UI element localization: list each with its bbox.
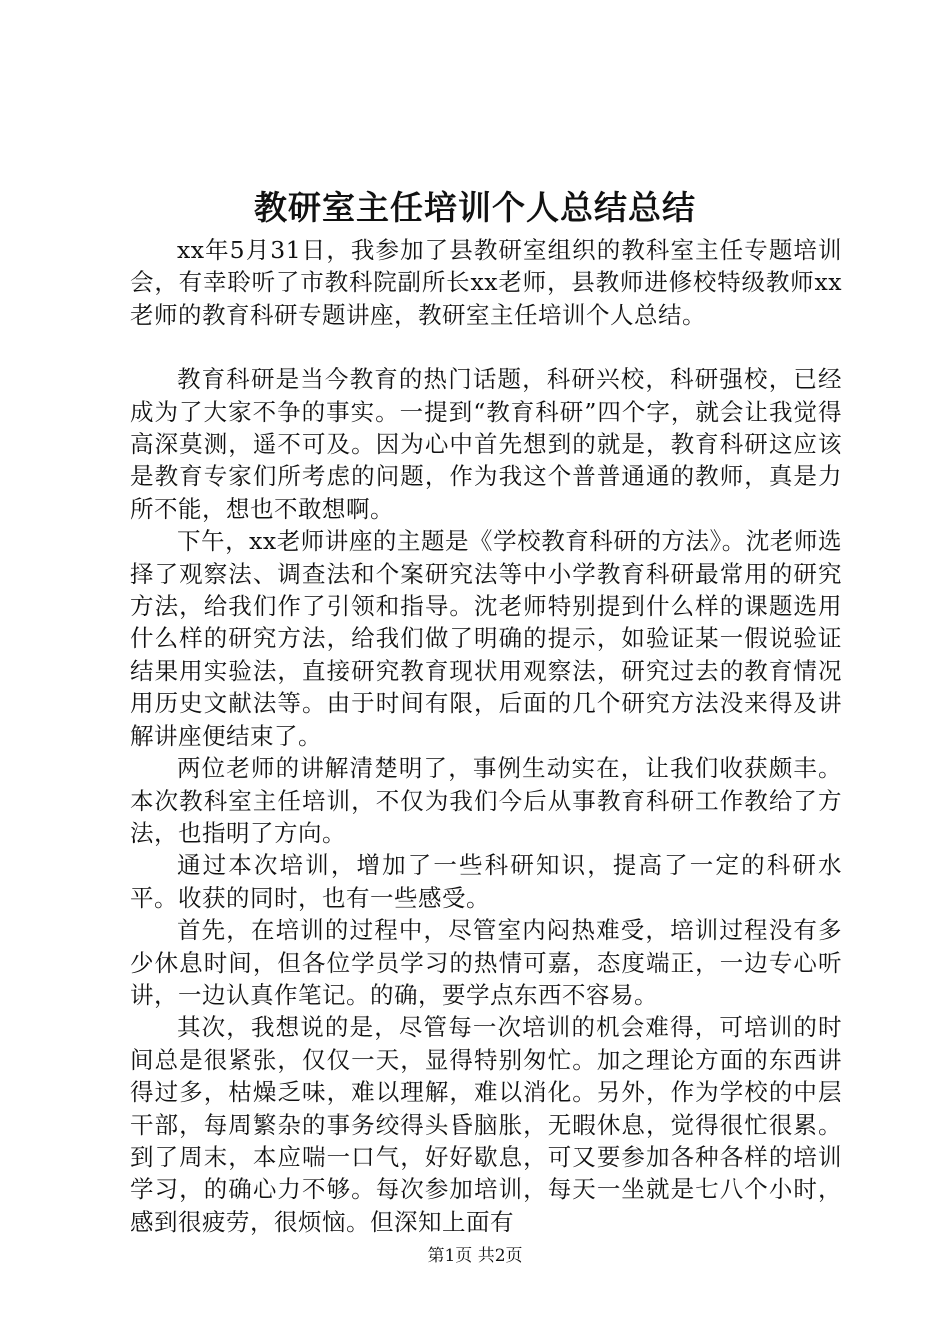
paragraph: 教育科研是当今教育的热门话题，科研兴校，科研强校，已经成为了大家不争的事实。一提到“教育科研”四个字，就会让我觉得高深莫测，遥不可及。因为心中首先想到的就是，教育科研这应该是教育专家们所考虑的问题，作为我这个普普通通的教师，真是力所不能，想也不敢想啊。	[130, 365, 842, 523]
paragraph: 两位老师的讲解清楚明了，事例生动实在，让我们收获颇丰。本次教科室主任培训，不仅为我们今后从事教育科研工作教给了方法，也指明了方向。	[130, 754, 842, 847]
paragraph: 通过本次培训，增加了一些科研知识，提高了一定的科研水平。收获的同时，也有一些感受。	[130, 851, 842, 912]
paragraph: 下午，xx老师讲座的主题是《学校教育科研的方法》。沈老师选择了观察法、调查法和个案研究法等中小学教育科研最常用的研究方法，给我们作了引领和指导。沈老师特别提到什么样的课题选用什么样的研究方法，给我们做了明确的提示，如验证某一假说验证结果用实验法，直接研究教育现状用观察法，研究过去的教育情况用历史文献法等。由于时间有限，后面的几个研究方法没来得及讲解讲座便结束了。	[130, 527, 842, 750]
document-body	[130, 234, 842, 1238]
document-title: 教研室主任培训个人总结总结	[254, 188, 696, 227]
paragraph: 首先，在培训的过程中，尽管室内闷热难受，培训过程没有多少休息时间，但各位学员学习的热情可嘉，态度端正，一边专心听讲，一边认真作笔记。的确，要学点东西不容易。	[130, 916, 842, 1009]
paragraph-intro: xx年5月31日，我参加了县教研室组织的教科室主任专题培训会，有幸聆听了市教科院副所长xx老师，县教师进修校特级教师xx老师的教育科研专题讲座，教研室主任培训个人总结。	[130, 236, 842, 329]
page-number-footer: 第1页 共2页	[427, 1246, 523, 1266]
paragraph: 其次，我想说的是，尽管每一次培训的机会难得，可培训的时间总是很紧张，仅仅一天，显得特别匆忙。加之理论方面的东西讲得过多，枯燥乏味，难以理解，难以消化。另外，作为学校的中层干部，每周繁杂的事务绞得头昏脑胀，无暇休息，觉得很忙很累。到了周末，本应喘一口气，好好歇息，可又要参加各种各样的培训学习，的确心力不够。每次参加培训，每天一坐就是七八个小时，感到很疲劳，很烦恼。但深知上面有	[130, 1013, 842, 1236]
